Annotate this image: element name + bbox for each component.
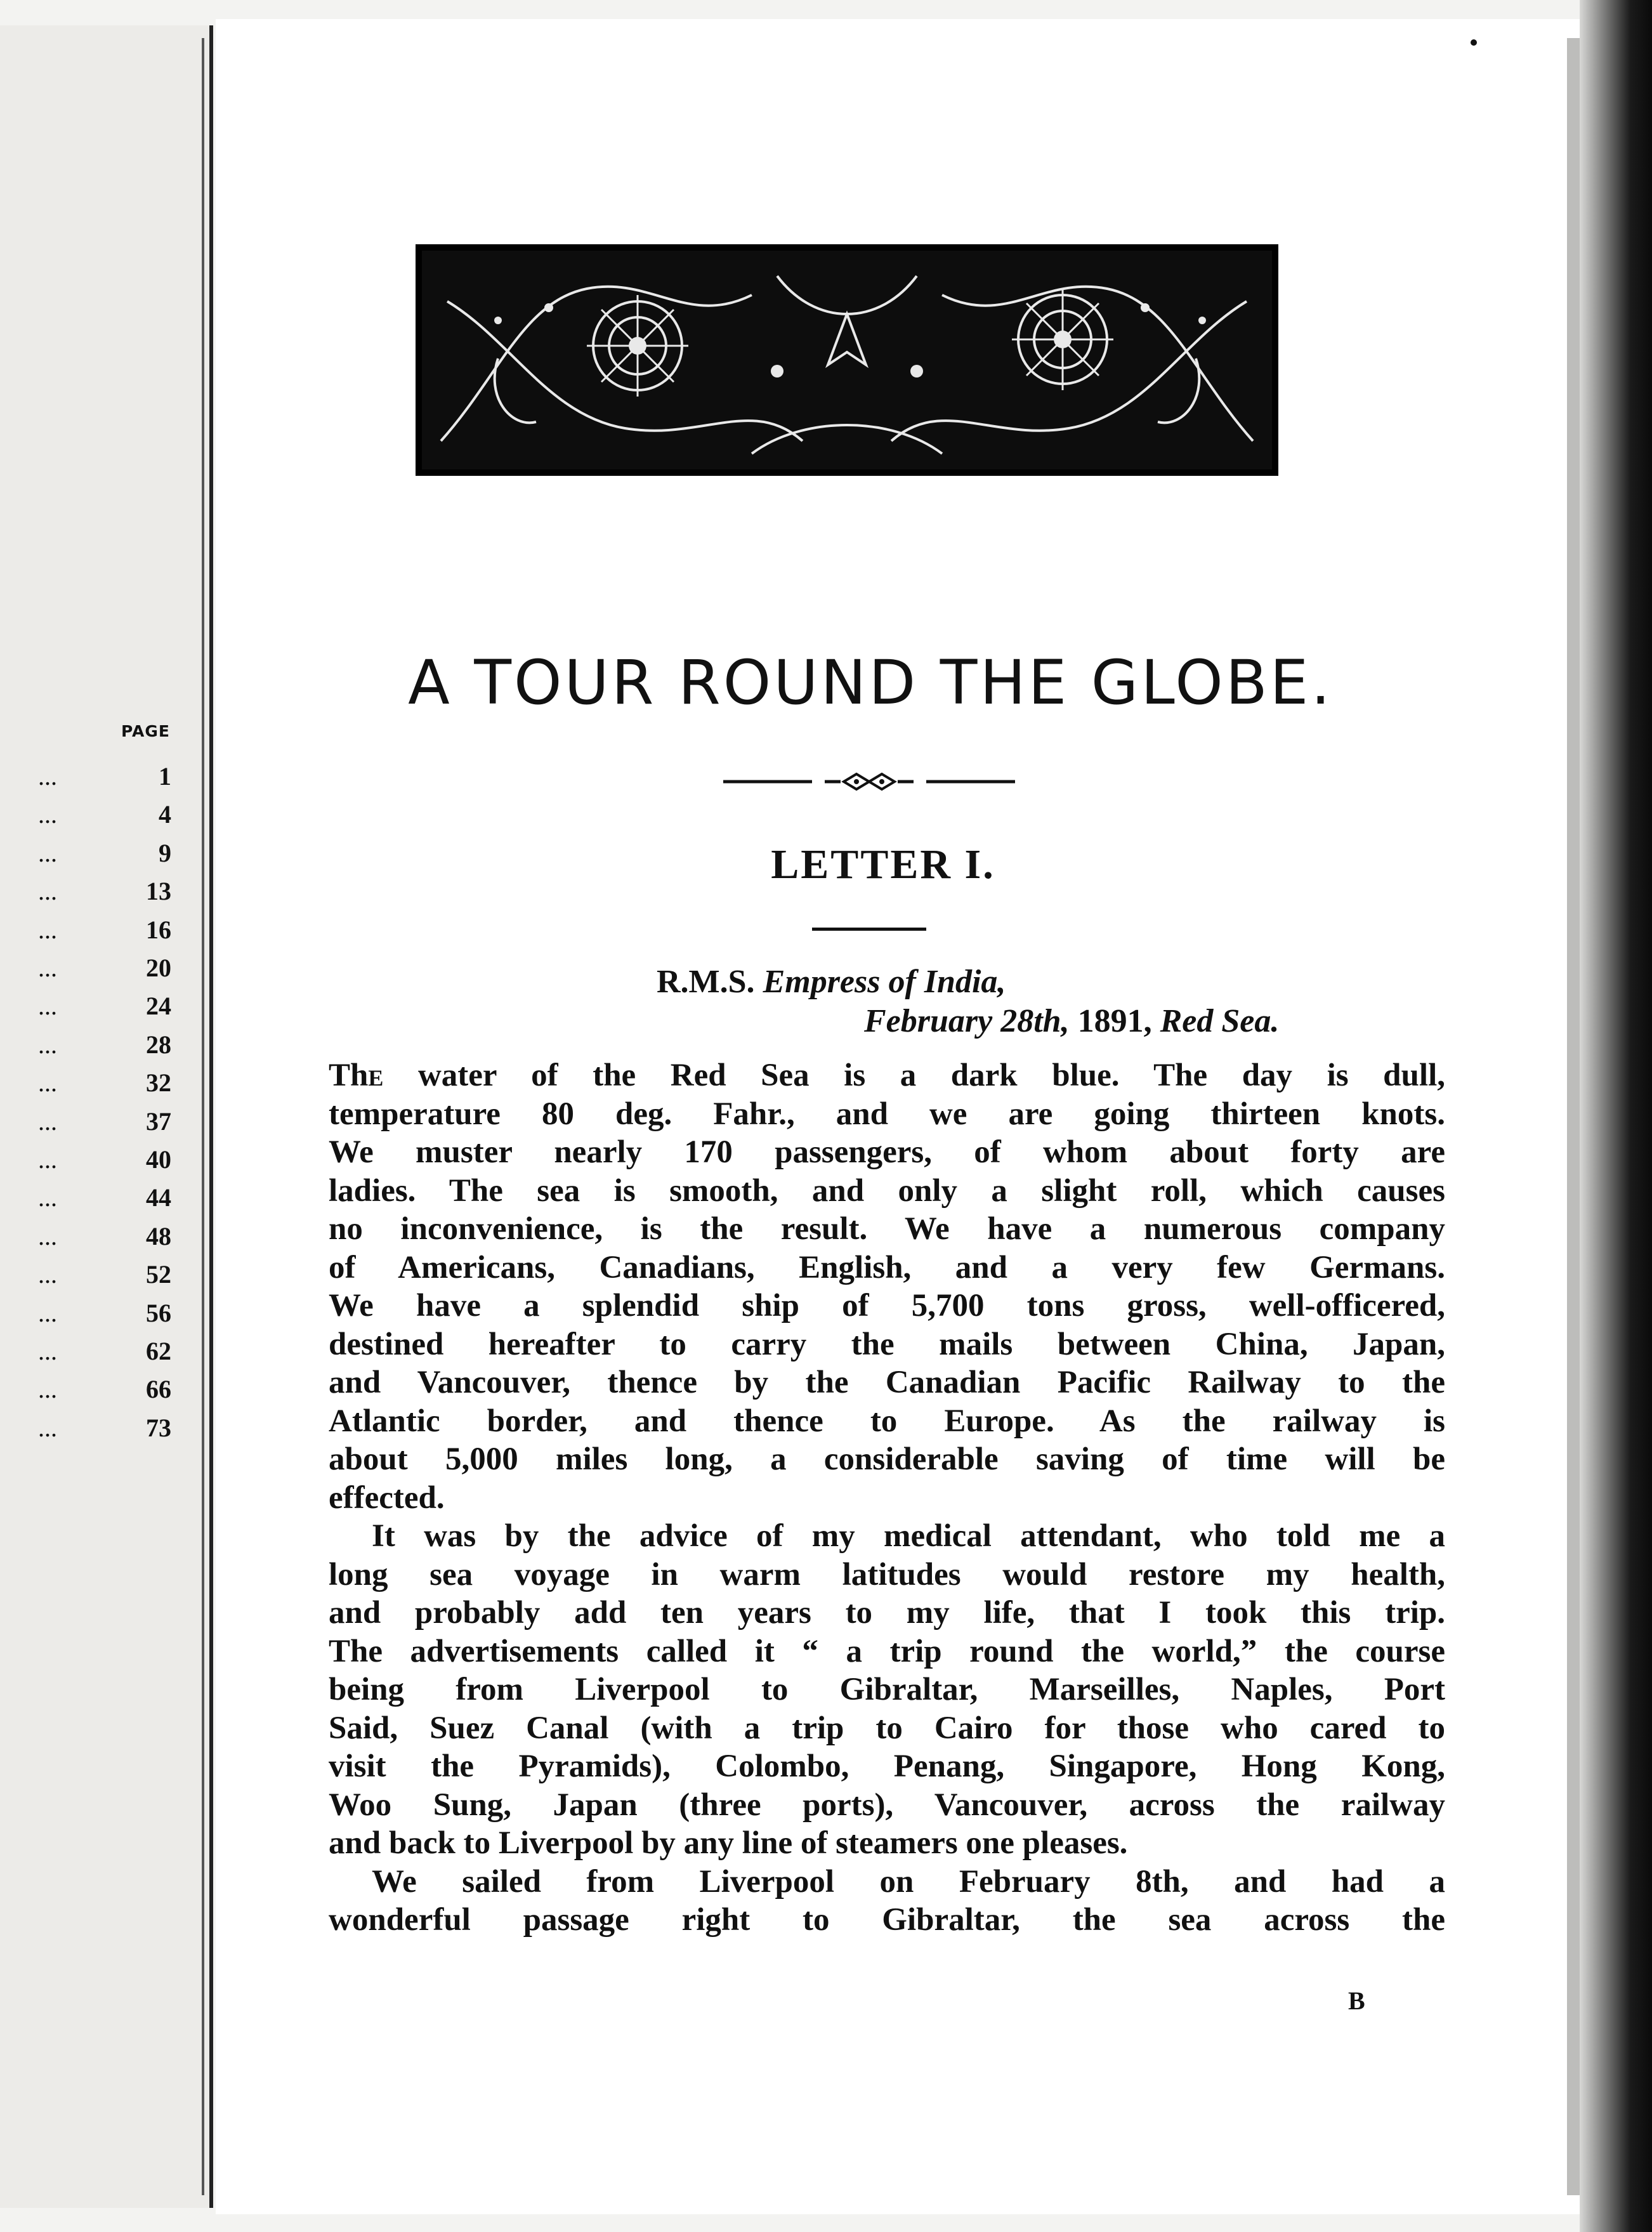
dateline-place: Red Sea. (1160, 1003, 1280, 1039)
toc-leader-dots: ... (38, 992, 57, 1021)
toc-page-number: 24 (146, 992, 171, 1021)
page-edge-shadow (1567, 38, 1581, 2195)
body-line: Said, Suez Canal (with a trip to Cairo for those who cared to (329, 1710, 1445, 1746)
toc-leader-dots: ... (38, 1030, 57, 1059)
body-line: no inconvenience, is the result. We have a numerous company (329, 1211, 1445, 1247)
dateline-month: February 28th, (864, 1003, 1070, 1039)
toc-leader-dots: ... (38, 915, 57, 944)
body-line: and Vancouver, thence by the Canadian Pacific Railway to the (329, 1365, 1445, 1400)
toc-row (25, 1183, 171, 1221)
toc-page-number: 13 (146, 877, 171, 906)
toc-page-number: 52 (146, 1260, 171, 1289)
toc-page-number: 56 (146, 1298, 171, 1327)
toc-leader-dots: ... (38, 1221, 57, 1251)
toc-row (25, 799, 171, 837)
body-line: It was by the advice of my medical attendant, who told me a (372, 1518, 1445, 1554)
toc-row (25, 1298, 171, 1336)
toc-leader-dots: ... (38, 1145, 57, 1174)
toc-row (25, 1145, 171, 1183)
toc-page-number: 40 (146, 1145, 171, 1174)
dateline-date (864, 1002, 1279, 1040)
body-line: long sea voyage in warm latitudes would restore my health, (329, 1556, 1445, 1592)
body-line: effected. (329, 1480, 445, 1516)
body-line: visit the Pyramids), Colombo, Penang, Singapore, Hong Kong, (329, 1749, 1445, 1784)
letter-heading: LETTER I. (771, 841, 995, 888)
toc-leader-dots: ... (38, 1298, 57, 1327)
toc-leader-dots: ... (38, 838, 57, 867)
toc-row (25, 1336, 171, 1374)
book-edge (1580, 0, 1652, 2232)
toc-row (25, 915, 171, 953)
toc-row (25, 761, 171, 799)
toc-page-number: 16 (146, 915, 171, 944)
toc-page-number: 66 (146, 1375, 171, 1404)
body-line: of Americans, Canadians, English, and a very few Germans. (329, 1249, 1445, 1285)
toc-leader-dots: ... (38, 1183, 57, 1212)
toc-row (25, 1413, 171, 1451)
body-line: and back to Liverpool by any line of steamers one pleases. (329, 1825, 1128, 1861)
toc-leader-dots: ... (38, 1413, 57, 1442)
signature-mark: B (1348, 1986, 1365, 2015)
dateline-ship (657, 963, 1006, 1001)
opening-word-capital: Th (329, 1058, 369, 1093)
short-rule (812, 928, 926, 931)
toc-row (25, 953, 171, 991)
floral-ornament-headpiece-icon (416, 244, 1278, 476)
body-line (329, 1056, 1445, 1095)
ornamental-rule-icon (723, 769, 1015, 794)
toc-row (25, 1106, 171, 1145)
toc-leader-dots: ... (38, 800, 57, 829)
dateline-ship-name: Empress of India, (763, 964, 1006, 1000)
body-line: about 5,000 miles long, a considerable saving of time will be (329, 1441, 1445, 1477)
toc-leader-dots: ... (38, 954, 57, 982)
dateline-year: 1891, (1077, 1003, 1152, 1039)
toc-page-number: 4 (159, 800, 171, 829)
toc-row (25, 1030, 171, 1068)
toc-page-number: 48 (146, 1221, 171, 1251)
toc-leader-dots: ... (38, 1106, 57, 1136)
toc-page-header: PAGE (121, 722, 170, 740)
body-line: Atlantic border, and thence to Europe. As the railway is (329, 1403, 1445, 1439)
toc-leader-dots: ... (38, 762, 57, 791)
toc-page-number: 44 (146, 1183, 171, 1212)
body-line-text: water of the Red Sea is a dark blue. The day is dull, (383, 1058, 1445, 1093)
toc-page-number: 62 (146, 1337, 171, 1365)
toc-leader-dots: ... (38, 877, 57, 906)
body-line: destined hereafter to carry the mails between China, Japan, (329, 1326, 1445, 1362)
ink-dot (1471, 39, 1477, 46)
body-line: We muster nearly 170 passengers, of whom about forty are (329, 1134, 1445, 1170)
toc-page-number: 28 (146, 1030, 171, 1059)
toc-leader-dots: ... (38, 1375, 57, 1404)
toc-row (25, 991, 171, 1029)
toc-row (25, 1068, 171, 1106)
toc-page-number: 73 (146, 1413, 171, 1442)
page-title: A TOUR ROUND THE GLOBE. (408, 647, 1333, 718)
toc-page-number: 32 (146, 1068, 171, 1098)
body-line: temperature 80 deg. Fahr., and we are going thirteen knots. (329, 1096, 1445, 1132)
toc-leader-dots: ... (38, 1337, 57, 1365)
body-line: Woo Sung, Japan (three ports), Vancouver, across the railway (329, 1787, 1445, 1823)
toc-page-number: 20 (146, 954, 171, 982)
body-line: ladies. The sea is smooth, and only a slight roll, which causes (329, 1172, 1445, 1209)
body-line: being from Liverpool to Gibraltar, Marseilles, Naples, Port (329, 1672, 1445, 1707)
body-line: The advertisements called it “ a trip round the world,” the course (329, 1633, 1445, 1669)
toc-row (25, 1374, 171, 1412)
toc-page-number: 37 (146, 1106, 171, 1136)
gutter (202, 38, 204, 2195)
opening-word-small-caps: e (368, 1058, 384, 1093)
toc-row (25, 1221, 171, 1259)
body-line: We sailed from Liverpool on February 8th, and had a (372, 1863, 1445, 1900)
body-line: We have a splendid ship of 5,700 tons gross, well-officered, (329, 1288, 1445, 1323)
body-line: wonderful passage right to Gibraltar, the sea across the (329, 1902, 1445, 1938)
toc-page-number: 1 (159, 762, 171, 791)
toc-leader-dots: ... (38, 1068, 57, 1098)
toc-leader-dots: ... (38, 1260, 57, 1289)
letter-body (329, 1056, 1445, 1940)
toc-page-number: 9 (159, 838, 171, 867)
toc-row (25, 1259, 171, 1297)
body-line: and probably add ten years to my life, that I took this trip. (329, 1595, 1445, 1631)
dateline-rms: R.M.S. (657, 964, 755, 1000)
